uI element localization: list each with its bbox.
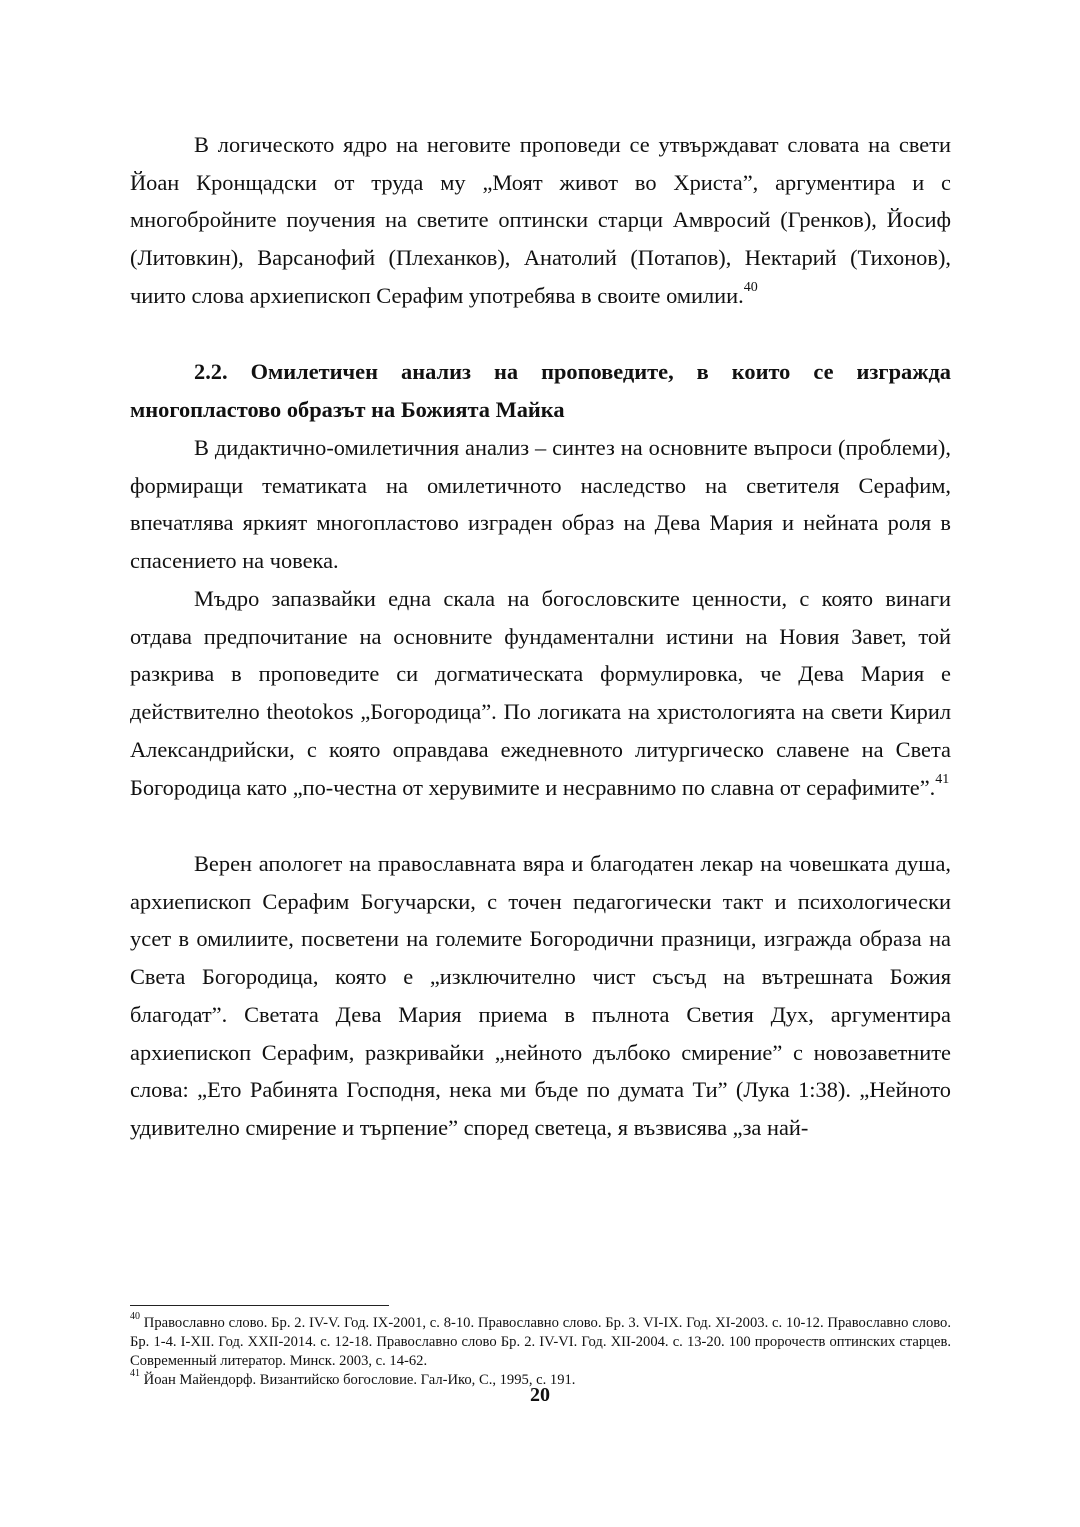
paragraph-4: [130, 845, 951, 1147]
footnote-separator: [130, 1305, 389, 1306]
paragraph-4-text: Верен апологет на православната вяра и благодатен лекар на човешката душа, архиепископ Серафим Богучарски, с точен педагогически такт и психологически усет в омилиите, посветени на големите Богородични празници, изгражда образа на Света Богородица, която е „изключително чист съсъд на вътрешната Божия благодат”. Светата Дева Мария приема в пълнота Светия Дух, аргументира архиепископ Серафим, разкривайки „нейното дълбоко смирение” с новозаветните слова: „Ето Рабинята Господня, нека ми бъде по думата Ти” (Лука 1:38). „Нейното удивително смирение и търпение” според светеца, я възвисява „за най-: [130, 851, 951, 1140]
footnote-40-number: 40: [130, 1311, 140, 1323]
footnote-ref-41[interactable]: 41: [935, 772, 950, 788]
paragraph-2: [130, 429, 951, 580]
page-number: 20: [530, 1384, 550, 1406]
footnote-40: [130, 1311, 951, 1371]
section-heading-text: 2.2. Омилетичен анализ на проповедите, в които се изгражда многопластово образът на Божията Майка: [130, 359, 951, 422]
paragraph-1-text: В логическото ядро на неговите проповеди се утвърждават словата на свети Йоан Кронщадски от труда му „Моят живот во Христа”, аргументира и с многобройните поучения на светите оптински старци Амвросий (Гренков), Йосиф (Литовкин), Варсанофий (Плеханков), Анатолий (Потапов), Нектарий (Тихонов), чиито слова архиепископ Серафим употребява в своите омилии.: [130, 132, 951, 308]
section-heading: [130, 353, 951, 428]
footnotes: [130, 1311, 951, 1390]
paragraph-2-text: В дидактично-омилетичния анализ – синтез на основните въпроси (проблеми), формиращи тематиката на омилетичното наследство на светителя Серафим, впечатлява яркият многопластово изграден образ на Дева Мария и нейната роля в спасението на човека.: [130, 435, 951, 574]
footnote-ref-40[interactable]: 40: [743, 280, 758, 296]
paragraph-3-text: Мъдро запазвайки една скала на богословските ценности, с която винаги отдава предпочитание на основните фундаментални истини на Новия Завет, той разкрива в проповедите си догматическата формулировка, че Дева Мария е действително theotokos „Богородица”. По логиката на христологията на свети Кирил Александрийски, с която оправдава ежедневното литургическо славене на Света Богородица като „по-честна от херувимите и несравнимо по славна от серафимите”.: [130, 586, 951, 800]
footnote-41-number: 41: [130, 1368, 140, 1380]
paragraph-1: [130, 126, 951, 315]
footnote-40-text: Православно слово. Бр. 2. IV-V. Год. IX-2001, с. 8-10. Православно слово. Бр. 3. VI-IX. Год. XI-2003. с. 10-12. Православно слово. Бр. 1-4. I-XII. Год. XXII-2014. с. 12-18. Православно слово Бр. 2. IV-VI. Год. XII-2004. с. 13-20. 100 пророчеств оптинских старцев. Современный литератор. Минск. 2003, с. 14-62.: [130, 1315, 951, 1369]
paragraph-3: [130, 580, 951, 806]
footnote-41-text: Йоан Майендорф. Византийско богословие. Гал-Ико, С., 1995, с. 191.: [143, 1372, 576, 1388]
